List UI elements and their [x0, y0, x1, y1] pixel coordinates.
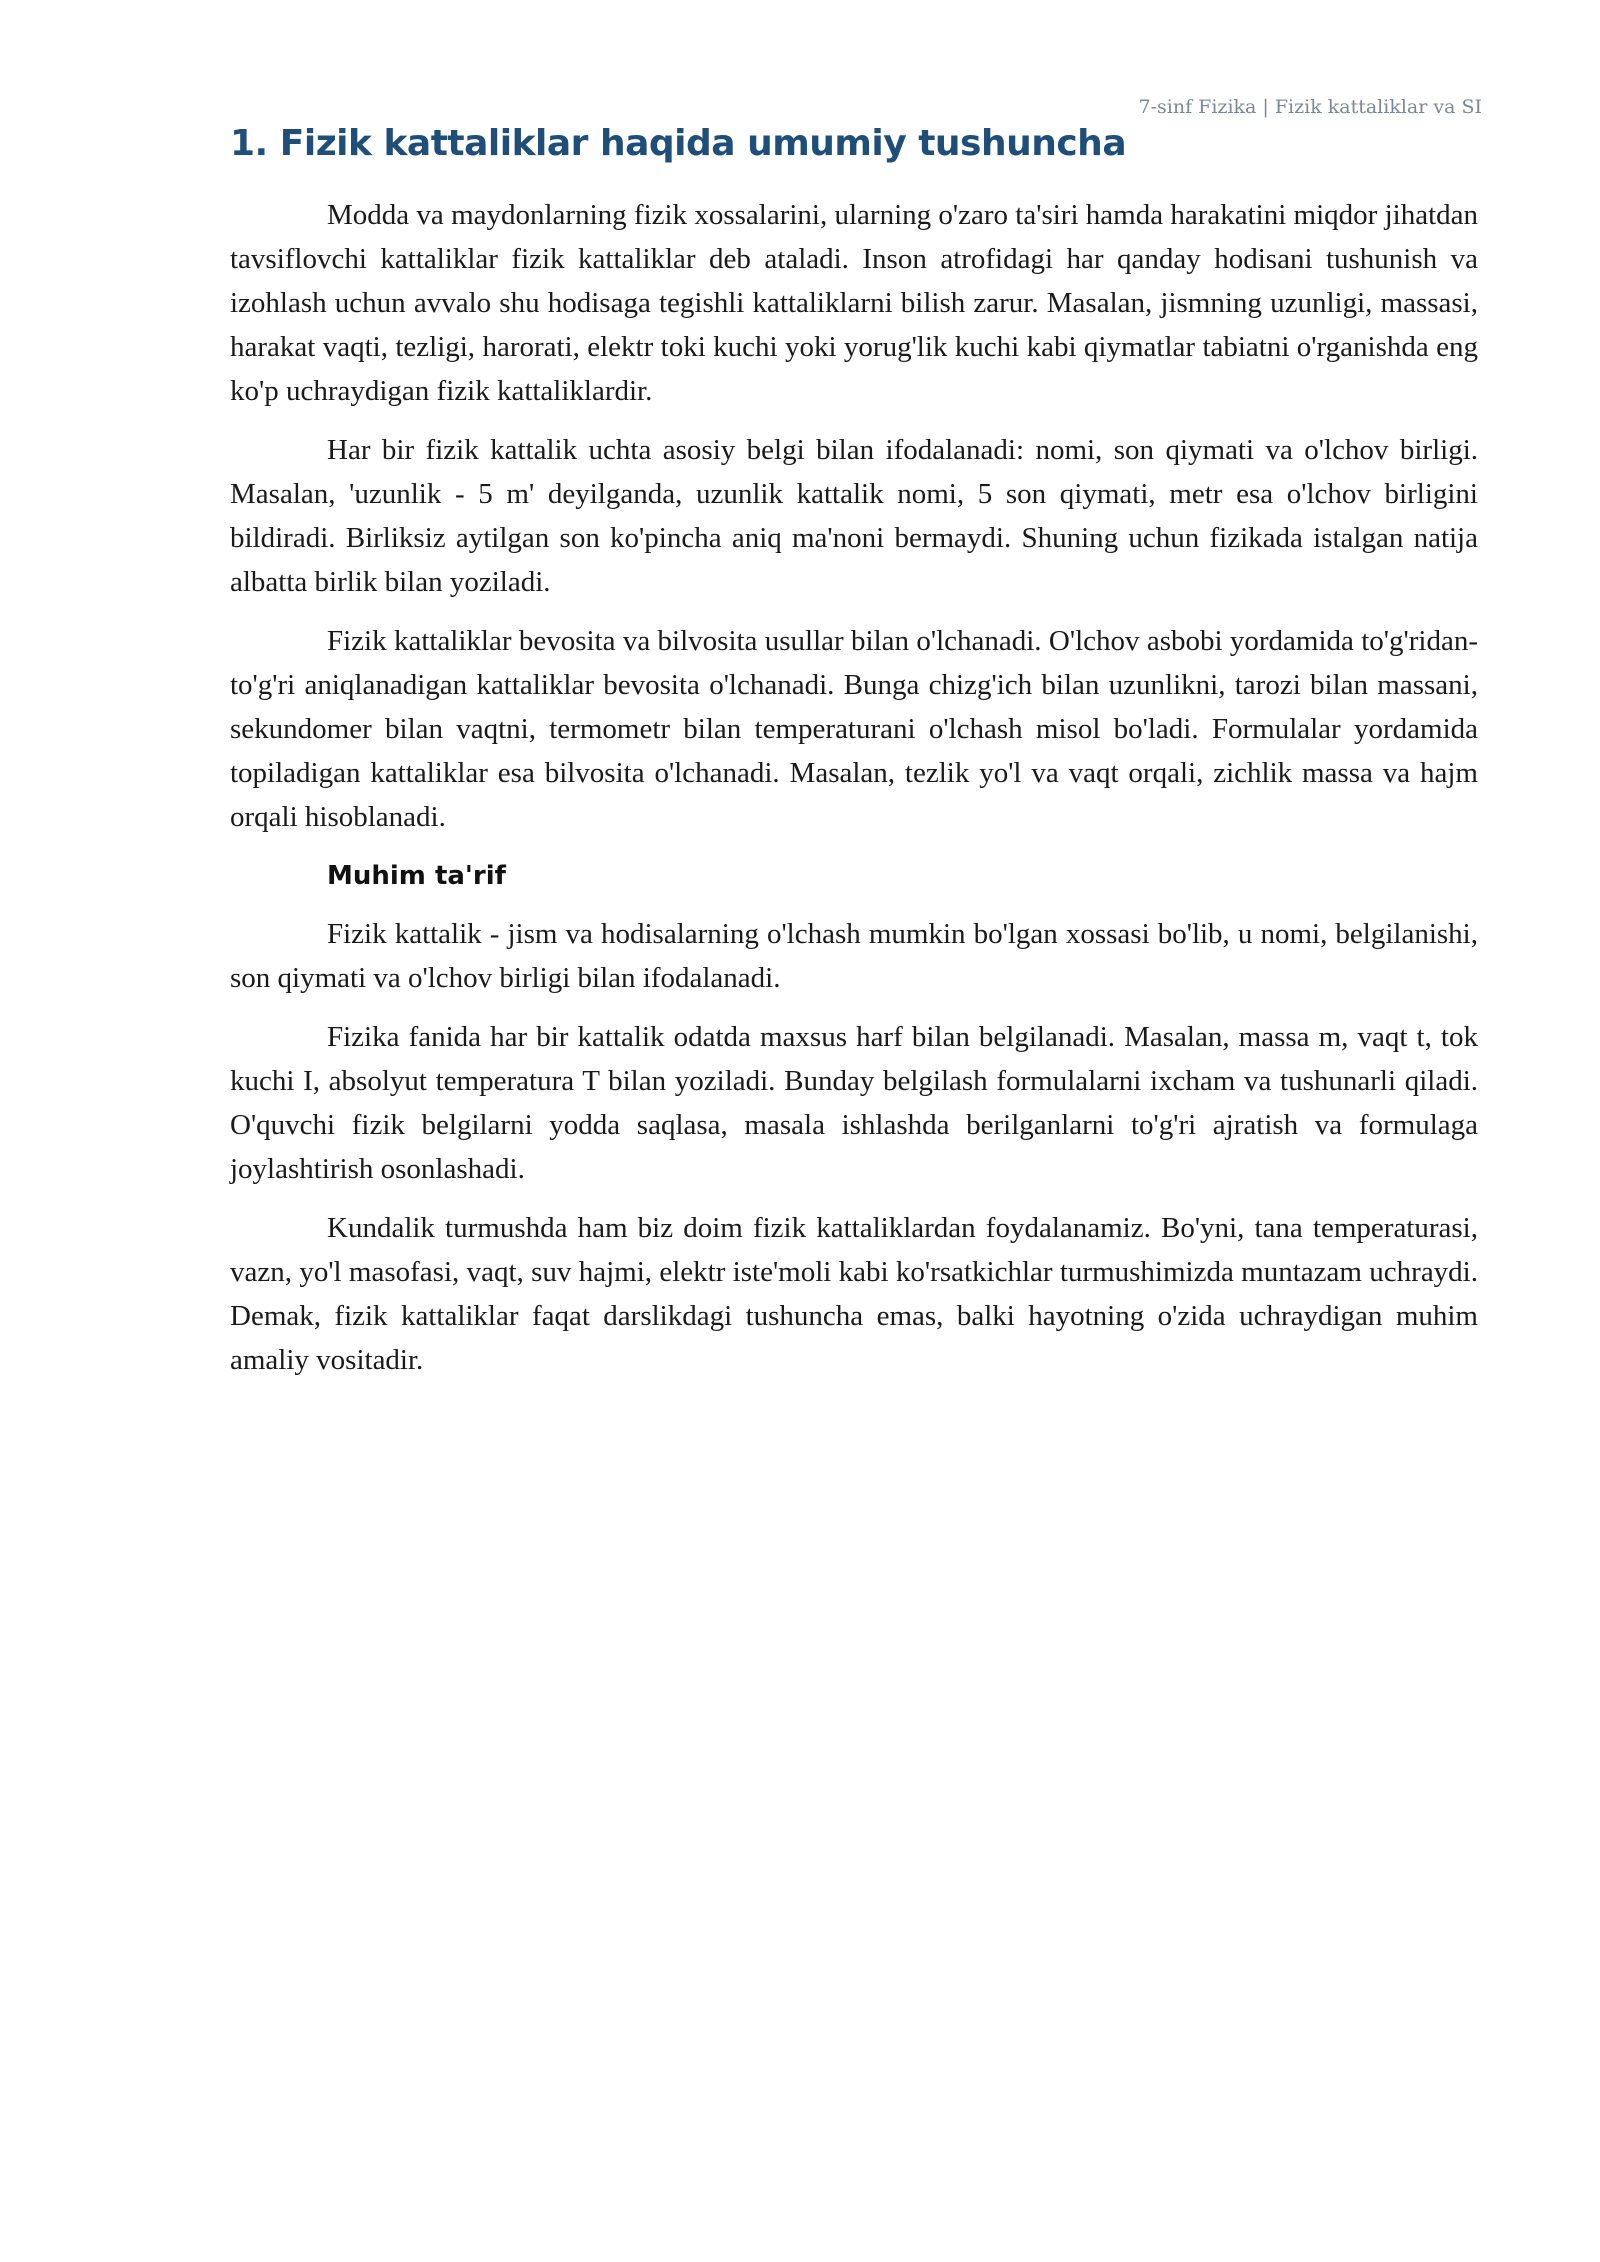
section-title: 1. Fizik kattaliklar haqida umumiy tushuncha [230, 123, 1127, 164]
paragraph-3: Fizik kattaliklar bevosita va bilvosita usullar bilan o'lchanadi. O'lchov asbobi yordamida to'g'ridan-to'g'ri aniqlanadigan kattaliklar bevosita o'lchanadi. Bunga chizg'ich bilan uzunlikni, tarozi bilan massani, sekundomer bilan vaqtni, termometr bilan temperaturani o'lchash misol bo'ladi. Formulalar yordamida topiladigan kattaliklar esa bilvosita o'lchanadi. Masalan, tezlik yo'l va vaqt orqali, zichlik massa va hajm orqali hisoblanadi. [230, 625, 1478, 834]
definition-text: Fizik kattalik - jism va hodisalarning o'lchash mumkin bo'lgan xossasi bo'lib, u nomi, belgilanishi, son qiymati va o'lchov birligi bilan ifodalanadi. [230, 918, 1478, 995]
paragraph-5: Kundalik turmushda ham biz doim fizik kattaliklardan foydalanamiz. Bo'yni, tana temperaturasi, vazn, yo'l masofasi, vaqt, suv hajmi, elektr iste'moli kabi ko'rsatkichlar turmushimizda muntazam uchraydi. Demak, fizik kattaliklar faqat darslikdagi tushuncha emas, balki hayotning o'zida uchraydigan muhim amaliy vositadir. [230, 1212, 1478, 1377]
paragraph-1: Modda va maydonlarning fizik xossalarini, ularning o'zaro ta'siri hamda harakatini miqdor jihatdan tavsiflovchi kattaliklar fizik kattaliklar deb ataladi. Inson atrofidagi har qanday hodisani tushunish va izohlash uchun avvalo shu hodisaga tegishli kattaliklarni bilish zarur. Masalan, jismning uzunligi, massasi, harakat vaqti, tezligi, harorati, elektr toki kuchi yoki yorug'lik kuchi kabi qiymatlar tabiatni o'rganishda eng ko'p uchraydigan fizik kattaliklardir. [230, 199, 1478, 408]
page-content [230, 122, 1478, 1397]
running-header: 7-sinf Fizika | Fizik kattaliklar va SI [1138, 96, 1482, 118]
definition-heading: Muhim ta'rif [327, 861, 506, 892]
paragraph-4: Fizika fanida har bir kattalik odatda maxsus harf bilan belgilanadi. Masalan, massa m, vaqt t, tok kuchi I, absolyut temperatura T bilan yoziladi. Bunday belgilash formulalarni ixcham va tushunarli qiladi. O'quvchi fizik belgilarni yodda saqlasa, masala ishlashda berilganlarni to'g'ri ajratish va formulaga joylashtirish osonlashadi. [230, 1021, 1478, 1186]
paragraph-2: Har bir fizik kattalik uchta asosiy belgi bilan ifodalanadi: nomi, son qiymati va o'lchov birligi. Masalan, 'uzunlik - 5 m' deyilganda, uzunlik kattalik nomi, 5 son qiymati, metr esa o'lchov birligini bildiradi. Birliksiz aytilgan son ko'pincha aniq ma'noni bermaydi. Shuning uchun fizikada istalgan natija albatta birlik bilan yoziladi. [230, 434, 1478, 599]
